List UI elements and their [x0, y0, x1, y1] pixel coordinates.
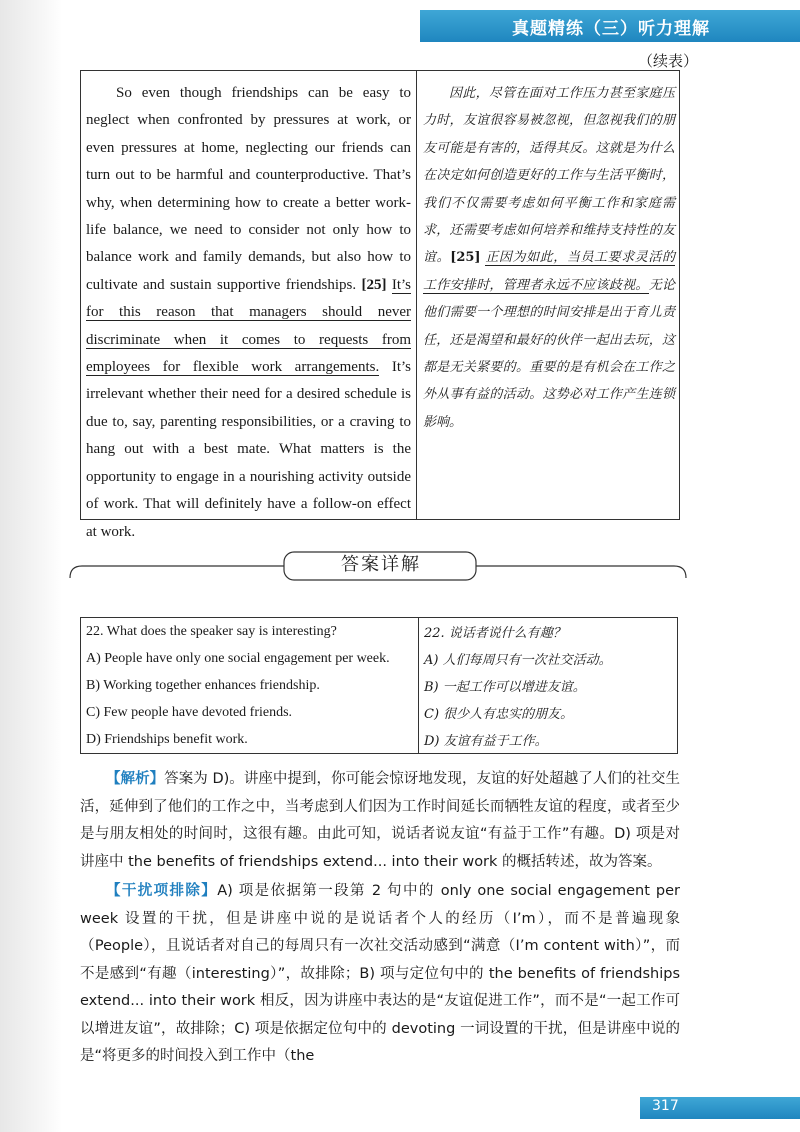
analysis-paragraph [80, 766, 680, 876]
en-text-post: It’s irrelevant whether their need for a desired schedule is due to, say, parenting responsibilities, or a craving to hang out with a best mate. What matters is the opportunity to engage in a nourishing activity outside of work. That will definitely have a follow-on effect at work. [86, 359, 412, 540]
analysis-tag: 【解析】 [106, 771, 165, 787]
section-title: 真题精练（三）听力理解 [512, 19, 710, 39]
table-row [81, 726, 678, 754]
transcript-chinese [423, 80, 675, 436]
zh-question-marker: [25] [450, 250, 481, 266]
zh-text-pre: 因此，尽管在面对工作压力甚至家庭压力时，友谊很容易被忽视，但忽视我们的朋友可能是有害的，适得其反。这就是为什么在决定如何创造更好的工作与生活平衡时，我们不仅需要考虑如何平衡工作和家庭需求，还需要考虑如何培养和维持支持性的友谊。 [423, 86, 675, 266]
table-row [81, 672, 678, 699]
option-b-en: B) Working together enhances friendship. [81, 672, 419, 699]
option-b-zh: B) 一起工作可以增进友谊。 [419, 672, 678, 699]
table-row [81, 699, 678, 726]
option-d-en: D) Friendships benefit work. [81, 726, 419, 754]
zh-underlined-sentence: 正因为如此，当员工要求灵活的工作安排时，管理者永远不应该歧视。 [423, 250, 675, 293]
analysis-text: 答案为 D)。讲座中提到，你可能会惊讶地发现，友谊的好处超越了人们的社交生活，延伸到了他们的工作之中，当考虑到人们因为工作时间延长而牺牲友谊的程度，或者至少是与朋友相处的时间时，这很有趣。由此可知，说话者说友谊“有益于工作”有趣。D) 项是对讲座中 the benefits of friendships extend... into their work 的概括转述，故为答案。 [80, 771, 681, 870]
table-row [81, 645, 678, 672]
question-zh: 22. 说话者说什么有趣？ [419, 618, 678, 646]
option-c-zh: C) 很少人有忠实的朋友。 [419, 699, 678, 726]
option-a-zh: A) 人们每周只有一次社交活动。 [419, 645, 678, 672]
question-table [80, 617, 678, 754]
distractor-paragraph [80, 878, 680, 1071]
zh-text-post: 无论他们需要一个理想的时间安排是出于育儿责任，还是渴望和最好的伙伴一起出去玩，这都是无关紧要的。重要的是有机会在工作之外从事有益的活动。这势必对工作产生连锁影响。 [423, 277, 675, 430]
transcript-english [86, 80, 411, 546]
continued-label: （续表） [638, 52, 699, 70]
distractor-text: A) 项是依据第一段第 2 句中的 only one social engagement per week 设置的干扰，但是讲座中说的是说话者个人的经历（I’m），而不是普遍现象（People），且说话者对自己的每周只有一次社交活动感到“满意（I’m content with）”，而不是感到“有趣（interesting）”，故排除；B) 项与定位句中的 the benefits of friendships extend... into their work 相反，因为讲座中表达的是“友谊促进工作”，而不是“一起工作可以增进友谊”，故排除；C) 项是依据定位句中的 devoting 一词设置的干扰，但是讲座中说的是“将更多的时间投入到工作中（the [80, 883, 681, 1064]
page-gutter-shade [0, 0, 62, 1132]
answer-title: 答案详解 [341, 554, 421, 575]
table-row [81, 618, 678, 646]
en-text-pre: So even though friendships can be easy to neglect when confronted by pressures at work, or even pressures at home, neglecting our friends can turn out to be harmful and counterproductive. That’s why, when determining how to create a better work-life balance, we need to consider not only how to balance work and family demands, but also how to cultivate and sustain supportive friendships. [86, 85, 411, 293]
banner-line-right [476, 566, 686, 578]
banner-line-left [70, 566, 284, 578]
option-d-zh: D) 友谊有益于工作。 [419, 726, 678, 754]
option-a-en: A) People have only one social engagement per week. [81, 645, 419, 672]
page-number: 317 [652, 1098, 679, 1114]
en-question-marker: [25] [361, 276, 387, 293]
option-c-en: C) Few people have devoted friends. [81, 699, 419, 726]
transcript-table-divider [416, 70, 417, 520]
en-underlined-sentence: It’s for this reason that managers should never discriminate when it comes to requests from employees for flexible work arrangements. [86, 276, 412, 376]
distractor-tag: 【干扰项排除】 [106, 883, 218, 899]
question-en: 22. What does the speaker say is interesting? [81, 618, 419, 646]
